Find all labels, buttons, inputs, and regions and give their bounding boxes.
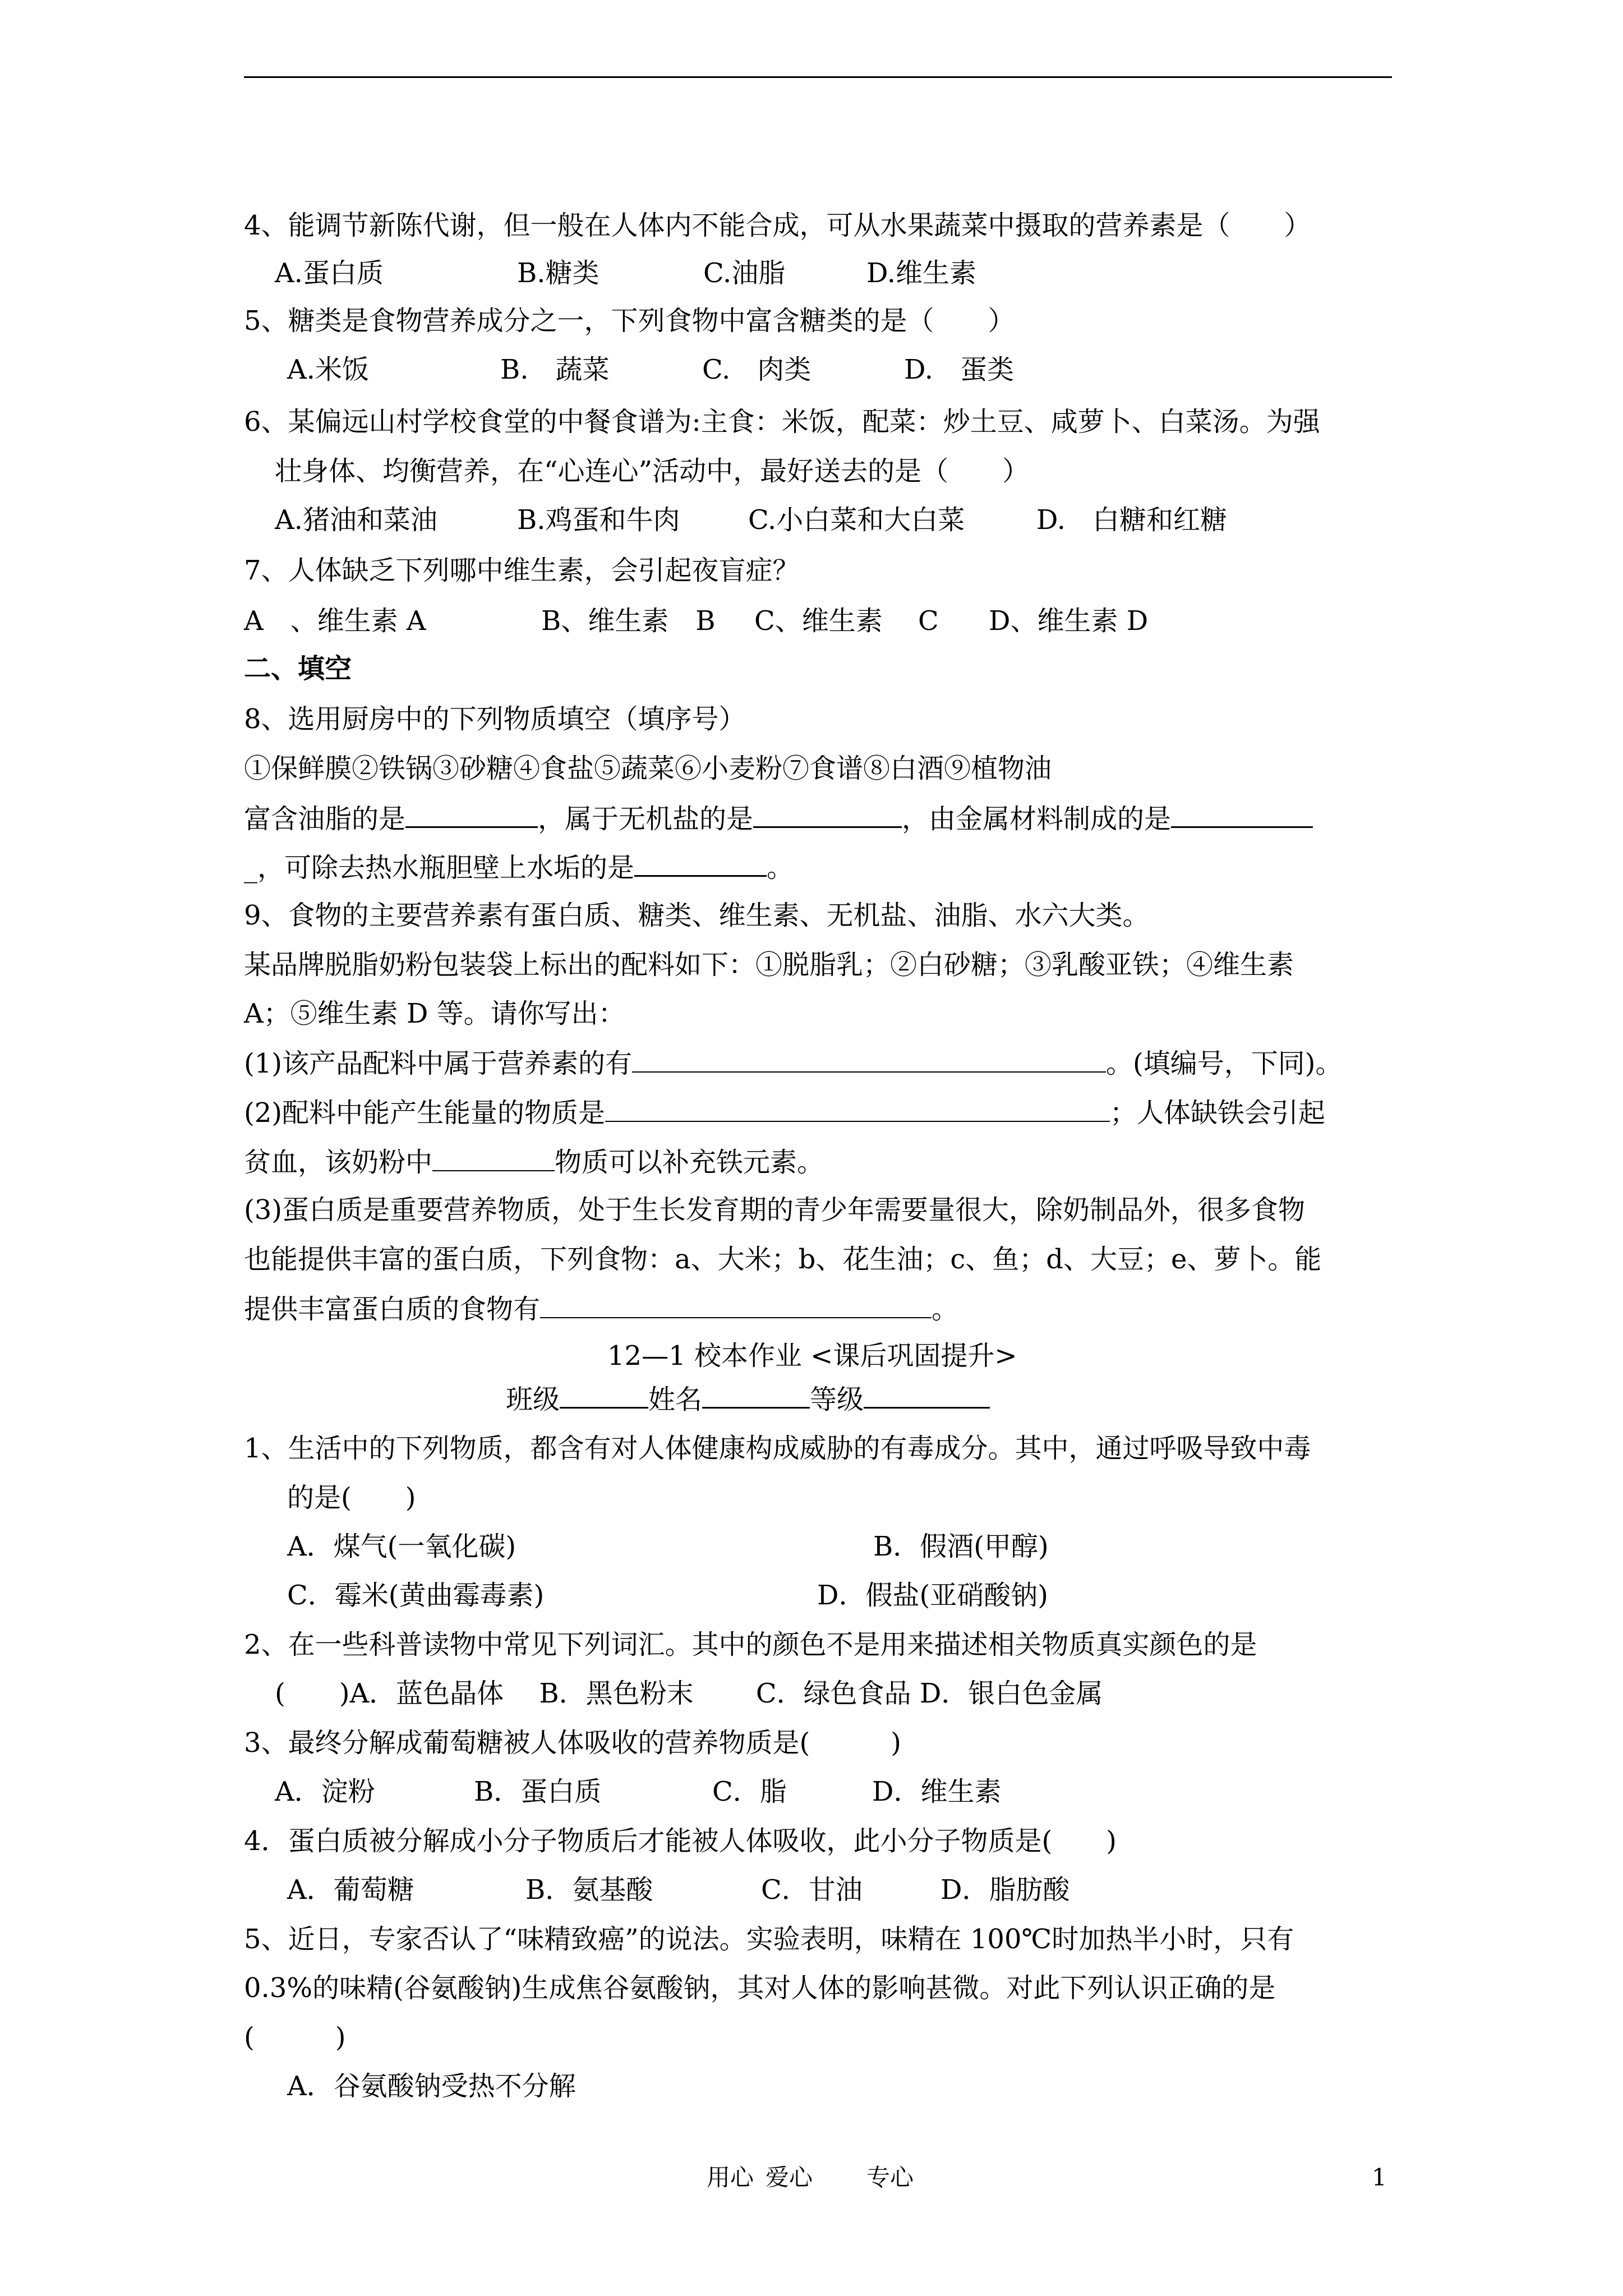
question-9-part-1 <box>244 1045 1342 1082</box>
question-6-stem-line2: 壮身体、均衡营养，在“心连心”活动中，最好送去的是（ ） <box>275 455 1030 487</box>
name-label: 姓名 <box>648 1384 703 1415</box>
option-b: B、维生素 B <box>541 605 716 637</box>
option-b: B. 蔬菜 <box>500 354 610 385</box>
option-c: C．霉米(黄曲霉毒素) <box>287 1580 545 1611</box>
footer-text-right: 专心 <box>866 2164 914 2191</box>
option-d: D、维生素 D <box>989 605 1149 637</box>
page-number: 1 <box>1372 2164 1387 2191</box>
hw-question-5-stem: 5、近日，专家否认了“味精致癌”的说法。实验表明，味精在 100℃时加热半小时，只有 <box>244 1924 1294 1955</box>
fill-label: (2)配料中能产生能量的物质是 <box>244 1097 605 1129</box>
option-c: C.油脂 <box>703 257 786 289</box>
question-8-fill-line1 <box>244 799 1313 837</box>
option-a: A．葡萄糖 <box>287 1874 414 1906</box>
answer-blank[interactable] <box>753 799 902 828</box>
name-field[interactable] <box>702 1380 810 1409</box>
option-c: C．甘油 <box>761 1874 863 1906</box>
option-d: D．脂肪酸 <box>940 1874 1070 1906</box>
question-9-part-2-cont <box>244 1143 824 1180</box>
option-a: A．煤气(一氧化碳) <box>287 1531 517 1562</box>
fill-label: 富含油脂的是 <box>244 803 406 835</box>
question-8-stem: 8、选用厨房中的下列物质填空（填序号） <box>244 703 746 735</box>
hw-question-2-options: ( )A．蓝色晶体 B．黑色粉末 C．绿色食品 D．银白色金属 <box>275 1678 1103 1709</box>
footer-text-left: 用心 <box>707 2164 754 2191</box>
fill-label: ，属于无机盐的是 <box>538 803 754 835</box>
hw-question-2-stem: 2、在一些科普读物中常见下列词汇。其中的颜色不是用来描述相关物质真实颜色的是 <box>244 1629 1257 1660</box>
homework-title: 12—1 校本作业 <课后巩固提升> <box>607 1340 1017 1372</box>
hw-question-3-stem: 3、最终分解成葡萄糖被人体吸收的营养物质是( ) <box>244 1727 901 1759</box>
option-d: D. 白糖和红糖 <box>1036 504 1228 536</box>
option-b: B．假酒(甲醇) <box>873 1531 1049 1562</box>
option-a: A.蛋白质 <box>275 257 384 289</box>
option-b: B．蛋白质 <box>474 1776 602 1807</box>
answer-blank[interactable] <box>605 1094 1110 1122</box>
fill-label: 。 <box>932 1294 959 1325</box>
question-6-stem-line1: 6、某偏远山村学校食堂的中餐食谱为:主食：米饭，配菜：炒土豆、咸萝卜、白菜汤。为强 <box>244 406 1320 438</box>
fill-label: (1)该产品配料中属于营养素的有 <box>244 1048 632 1079</box>
hw-question-5-line2: 0.3%的味精(谷氨酸钠)生成焦谷氨酸钠，其对人体的影响甚微。对此下列认识正确的是 <box>244 1972 1276 2004</box>
section-heading: 二、填空 <box>244 653 352 684</box>
hw-question-1-stem-line1: 1、生活中的下列物质，都含有对人体健康构成威胁的有毒成分。其中，通过呼吸导致中毒 <box>244 1433 1311 1464</box>
fill-label: 贫血，该奶粉中 <box>244 1147 433 1178</box>
question-9-part-2 <box>244 1094 1325 1131</box>
class-label: 班级 <box>506 1384 560 1415</box>
footer-text-middle: 爱心 <box>766 2164 813 2191</box>
student-info-line <box>506 1380 990 1418</box>
option-a: A．淀粉 <box>275 1776 375 1807</box>
fill-label: _，可除去热水瓶胆壁上水垢的是 <box>244 852 635 884</box>
fill-label: 物质可以补充铁元素。 <box>555 1147 824 1178</box>
option-c: C、维生素 C <box>754 605 939 637</box>
hw-question-5-line3: ( ) <box>244 2022 346 2053</box>
question-8-fill-line2 <box>244 848 794 886</box>
option-b: B．氨基酸 <box>525 1874 653 1906</box>
fill-label: ；人体缺铁会引起 <box>1110 1097 1326 1129</box>
option-c: C. 肉类 <box>702 354 811 385</box>
option-d: D．维生素 <box>872 1776 1002 1807</box>
option-d: D.维生素 <box>866 257 977 289</box>
answer-blank[interactable] <box>1171 799 1313 828</box>
option-d: D. 蛋类 <box>904 354 1015 385</box>
option-a: A.米饭 <box>287 354 369 385</box>
hw-question-5-option-a: A．谷氨酸钠受热不分解 <box>287 2070 576 2102</box>
option-d: D．假盐(亚硝酸钠) <box>817 1580 1048 1611</box>
answer-blank[interactable] <box>540 1290 932 1318</box>
hw-question-1-stem-line2: 的是( ) <box>287 1482 416 1513</box>
question-9-stem: 9、食物的主要营养素有蛋白质、糖类、维生素、无机盐、油脂、水六大类。 <box>244 900 1150 931</box>
option-a: A.猪油和菜油 <box>275 504 437 536</box>
question-7-stem: 7、人体缺乏下列哪中维生素，会引起夜盲症？ <box>244 555 800 586</box>
header-rule <box>244 76 1392 78</box>
option-c: C．脂 <box>712 1776 787 1807</box>
question-9-ingredients-line2: A；⑤维生素 D 等。请你写出： <box>244 998 625 1029</box>
grade-field[interactable] <box>864 1380 990 1409</box>
option-c: C.小白菜和大白菜 <box>748 504 965 536</box>
option-b: B.糖类 <box>517 257 600 289</box>
question-9-part-3-line3 <box>244 1290 958 1327</box>
question-9-part-3-line2: 也能提供丰富的蛋白质，下列食物：a、大米；b、花生油；c、鱼；d、大豆；e、萝卜。能 <box>244 1244 1322 1275</box>
fill-label: 。 <box>767 852 794 884</box>
question-9-part-3-line1: (3)蛋白质是重要营养物质，处于生长发育期的青少年需要量很大，除奶制品外，很多食物 <box>244 1194 1305 1226</box>
fill-label: ，由金属材料制成的是 <box>902 803 1172 835</box>
question-5-stem: 5、糖类是食物营养成分之一，下列食物中富含糖类的是（ ） <box>244 305 1015 337</box>
question-9-ingredients-line1: 某品牌脱脂奶粉包装袋上标出的配料如下：①脱脂乳；②白砂糖；③乳酸亚铁；④维生素 <box>244 949 1294 981</box>
class-field[interactable] <box>560 1380 648 1409</box>
question-8-items: ①保鲜膜②铁锅③砂糖④食盐⑤蔬菜⑥小麦粉⑦食谱⑧白酒⑨植物油 <box>244 753 1052 784</box>
option-b: B.鸡蛋和牛肉 <box>517 504 680 536</box>
fill-label: 提供丰富蛋白质的食物有 <box>244 1294 541 1325</box>
option-a: A 、维生素 A <box>244 605 426 637</box>
question-4-stem: 4、能调节新陈代谢，但一般在人体内不能合成，可从水果蔬菜中摄取的营养素是（ ） <box>244 210 1311 241</box>
hw-question-4-stem: 4．蛋白质被分解成小分子物质后才能被人体吸收，此小分子物质是( ) <box>244 1825 1117 1857</box>
answer-blank[interactable] <box>632 1045 1106 1073</box>
fill-label: 。(填编号，下同)。 <box>1106 1048 1343 1079</box>
answer-blank[interactable] <box>634 848 767 877</box>
answer-blank[interactable] <box>432 1143 555 1171</box>
grade-label: 等级 <box>810 1384 864 1415</box>
answer-blank[interactable] <box>405 799 538 828</box>
